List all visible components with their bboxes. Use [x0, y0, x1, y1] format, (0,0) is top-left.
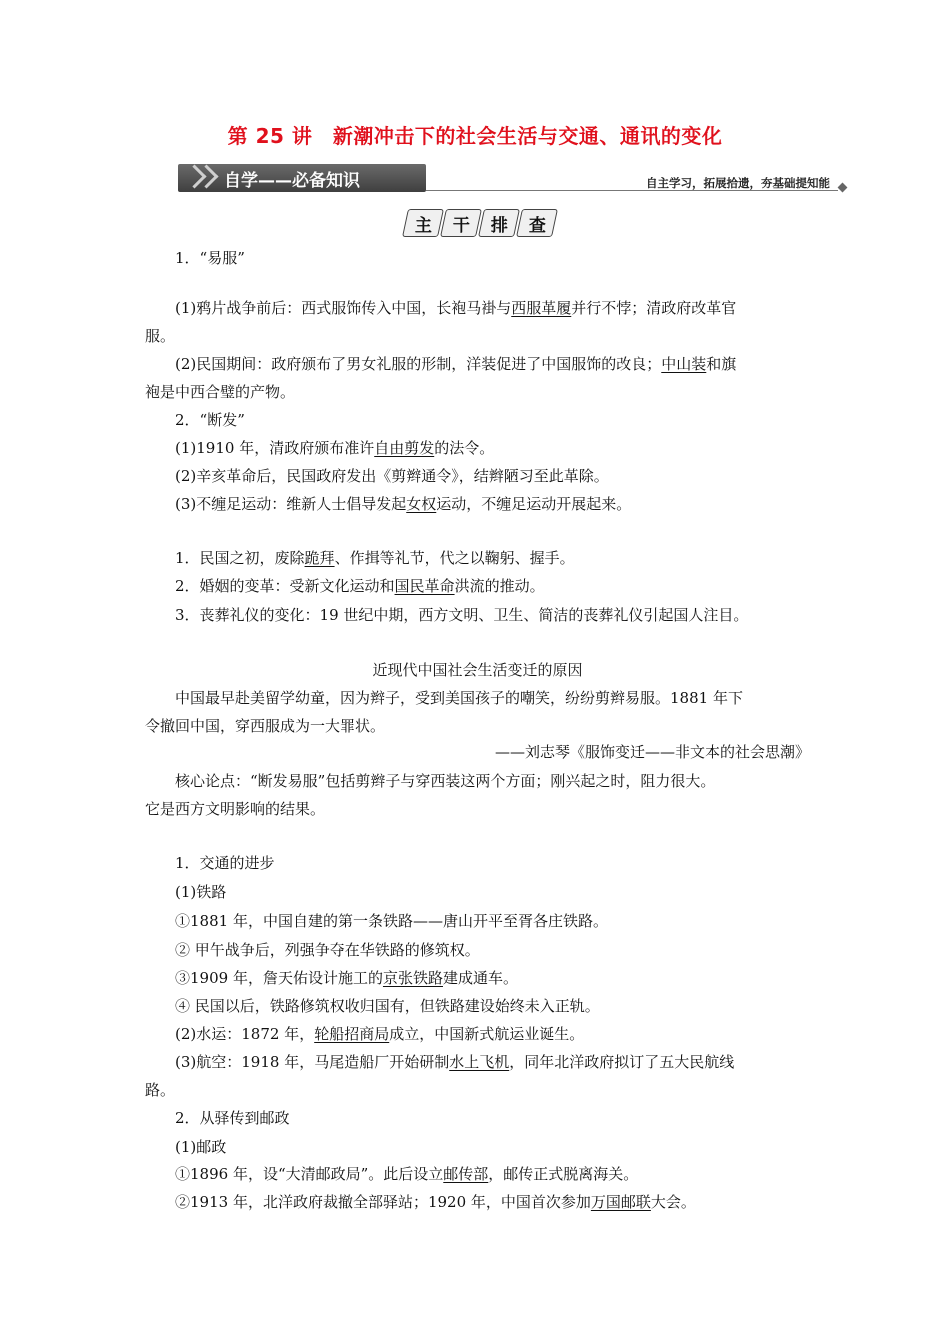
- banner-subtitle: 自主学习，拓展拾遗，夯基础提知能: [646, 176, 830, 190]
- key-term: 跪拜: [304, 549, 335, 567]
- text-run: 并行不悖；清政府改革官: [571, 299, 737, 317]
- text-line: [145, 1192, 840, 1212]
- key-term: 女权: [406, 495, 437, 513]
- text-line: [145, 494, 840, 514]
- text-line: [145, 438, 840, 458]
- text-run: 2．婚姻的变革：受新文化运动和: [175, 577, 395, 595]
- text-run: ，邮传正式脱离海关。: [488, 1165, 639, 1183]
- key-term: 西服革履: [511, 299, 572, 317]
- text-run: 1．“易服”: [175, 249, 245, 267]
- text-line: [145, 548, 840, 568]
- text-line: [145, 911, 840, 931]
- text-run: (2)水运：1872 年，: [175, 1025, 315, 1043]
- banner-label: 自学——必备知识: [224, 171, 360, 191]
- text-run: 和旗: [706, 355, 737, 373]
- text-line: [145, 576, 840, 596]
- text-line: [145, 853, 840, 873]
- heading-tab: 查: [516, 209, 558, 237]
- text-line: [145, 742, 810, 762]
- text-line: [145, 1052, 840, 1072]
- text-run: ①1896 年，设“大清邮政局”。此后设立: [175, 1165, 444, 1183]
- text-run: 1．交通的进步: [175, 854, 275, 872]
- text-run: 成立，中国新式航运业诞生。: [389, 1025, 585, 1043]
- text-run: 它是西方文明影响的结果。: [145, 800, 326, 818]
- section-banner: [178, 164, 848, 194]
- text-run: (1)鸦片战争前后：西式服饰传入中国，长袍马褂与: [175, 299, 512, 317]
- text-line: [145, 466, 840, 486]
- text-line: [145, 605, 840, 625]
- text-line: [145, 968, 840, 988]
- key-term: 中山装: [661, 355, 707, 373]
- banner-label-box: [178, 164, 426, 192]
- text-line: [145, 298, 840, 318]
- text-line: [145, 1080, 810, 1100]
- text-run: ①1881 年，中国自建的第一条铁路——唐山开平至胥各庄铁路。: [175, 912, 608, 930]
- text-run: 中国最早赴美留学幼童，因为辫子，受到美国孩子的嘲笑，纷纷剪辫易服。1881 年下: [175, 689, 743, 707]
- text-run: 的法令。: [434, 439, 495, 457]
- text-line: [145, 248, 840, 268]
- text-line: [145, 1108, 840, 1128]
- text-line: [145, 996, 840, 1016]
- text-line: [145, 688, 840, 708]
- text-line: [145, 410, 840, 430]
- text-run: 运动，不缠足运动开展起来。: [436, 495, 632, 513]
- text-run: 洪流的推动。: [454, 577, 545, 595]
- text-run: (2)辛亥革命后，民国政府发出《剪辫通令》，结辫陋习至此革除。: [175, 467, 609, 485]
- key-term: 京张铁路: [382, 969, 443, 987]
- text-run: (1)铁路: [175, 883, 227, 901]
- text-run: ②1913 年，北洋政府裁撤全部驿站；1920 年，中国首次参加: [175, 1193, 591, 1211]
- text-line: [145, 1137, 840, 1157]
- key-term: 国民革命: [394, 577, 455, 595]
- text-run: 大会。: [650, 1193, 696, 1211]
- text-run: (1)邮政: [175, 1138, 227, 1156]
- text-line: [145, 382, 810, 402]
- text-run: 2．“断发”: [175, 411, 245, 429]
- text-run: 路。: [145, 1081, 176, 1099]
- text-line: [145, 799, 810, 819]
- text-line: [145, 1024, 840, 1044]
- diamond-icon: [838, 183, 848, 193]
- key-term: 自由剪发: [374, 439, 435, 457]
- text-run: 袍是中西合璧的产物。: [145, 383, 296, 401]
- text-line: [145, 940, 840, 960]
- heading-tab: 主: [402, 209, 444, 237]
- key-term: 轮船招商局: [314, 1025, 390, 1043]
- page-title: 第 25 讲 新潮冲击下的社会生活与交通、通讯的变化: [227, 124, 723, 148]
- text-run: ——刘志琴《服饰变迁——非文本的社会思潮》: [494, 743, 810, 761]
- text-line: [145, 716, 810, 736]
- key-term: 万国邮联: [590, 1193, 651, 1211]
- text-run: 核心论点：“断发易服”包括剪辫子与穿西装这两个方面；刚兴起之时，阻力很大。: [175, 772, 716, 790]
- key-term: 邮传部: [443, 1165, 489, 1183]
- text-run: ③1909 年，詹天佑设计施工的: [175, 969, 383, 987]
- text-line: [145, 660, 810, 680]
- text-run: 令撤回中国，穿西服成为一大罪状。: [145, 717, 386, 735]
- text-line: [145, 882, 840, 902]
- text-run: (2)民国期间：政府颁布了男女礼服的形制，洋装促进了中国服饰的改良；: [175, 355, 662, 373]
- text-line: [145, 1164, 840, 1184]
- text-run: (3)不缠足运动：维新人士倡导发起: [175, 495, 407, 513]
- text-line: [145, 771, 840, 791]
- heading-tab: 排: [478, 209, 520, 237]
- text-line: [145, 326, 810, 346]
- text-run: 近现代中国社会生活变迁的原因: [372, 661, 583, 679]
- text-run: 3．丧葬礼仪的变化：19 世纪中期，西方文明、卫生、简洁的丧葬礼仪引起国人注目。: [175, 606, 749, 624]
- text-run: (1)1910 年，清政府颁布准许: [175, 439, 375, 457]
- heading-tab: 干: [440, 209, 482, 237]
- text-run: 服。: [145, 327, 176, 345]
- key-term: 水上飞机: [449, 1053, 510, 1071]
- text-run: 、作揖等礼节，代之以鞠躬、握手。: [334, 549, 575, 567]
- section-heading-tabs: [405, 209, 555, 237]
- text-run: 2．从驿传到邮政: [175, 1109, 290, 1127]
- text-line: [145, 354, 840, 374]
- text-run: ，同年北洋政府拟订了五大民航线: [509, 1053, 735, 1071]
- text-run: 1．民国之初，废除: [175, 549, 305, 567]
- text-run: (3)航空：1918 年，马尾造船厂开始研制: [175, 1053, 450, 1071]
- text-run: ④ 民国以后，铁路修筑权收归国有，但铁路建设始终未入正轨。: [175, 997, 600, 1015]
- text-run: ② 甲午战争后，列强争夺在华铁路的修筑权。: [175, 941, 480, 959]
- text-run: 建成通车。: [442, 969, 518, 987]
